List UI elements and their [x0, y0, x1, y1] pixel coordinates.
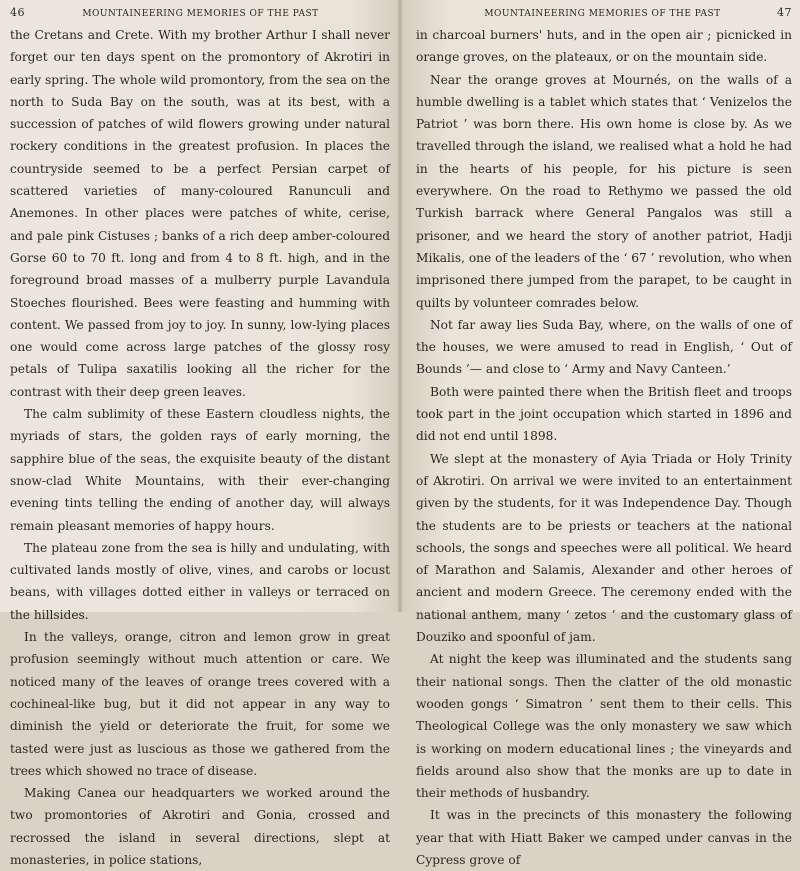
- paragraph: Near the orange groves at Mournés, on the walls of a humble dwelling is a tablet which states that ‘ Venizelos the Patriot ’ was born there. His own home is close by. As we travelled through the island, we realised what a hold he had in the hearts of his people, for his picture is seen everywhere. On the road to Rethymo we passed the old Turkish barrack where General Pangalos was still a prisoner, and we heard the story of another patriot, Hadji Mikalis, one of the leaders of the ‘ 67 ’ revolution, who when imprisoned there jumped from the parapet, to be caught in quilts by volunteer comrades below.: [416, 72, 793, 310]
- right-page-header: [414, 6, 792, 19]
- paragraph: We slept at the monastery of Ayia Triada or Holy Trinity of Akrotiri. On arrival we were invited to an entertainment given by the students, for it was Independence Day. Though the students are to be priests or teachers at the national schools, the songs and speeches were all political. We heard of Marathon and Salamis, Alexander and other heroes of ancient and modern Greece. The ceremony ended with the national anthem, many ‘ zetos ’ and the customary glass of Douziko and spoonful of jam.: [416, 451, 792, 645]
- paragraph: in charcoal burners' huts, and in the open air ; picnicked in orange groves, on the plateaux, or on the mountain side.: [416, 28, 792, 65]
- paragraph: Not far away lies Suda Bay, where, on the walls of one of the houses, we were amused to read in English, ‘ Out of Bounds ’— and close to ‘ Army and Navy Canteen.’: [416, 317, 792, 377]
- left-page-header: [10, 6, 390, 19]
- running-head-right: MOUNTAINEERING MEMORIES OF THE PAST: [484, 9, 721, 19]
- paragraph: the Cretans and Crete. With my brother Arthur I shall never forget our ten days spent on the promontory of Akrotiri in early spring. The whole wild promontory, from the sea on the north to Suda Bay on the south, was at its best, with a succession of patches of wild flowers growing under natural rockery conditions in the greatest profusion. In places the countryside seemed to be a perfect Persian carpet of scattered varieties of many-coloured Ranunculi and Anemones. In other places were patches of white, cerise, and pale pink Cistuses ; banks of a rich deep amber-coloured Gorse 60 to 70 ft. long and from 4 to 8 ft. high, and in the foreground broad masses of a mulberry purple Lavandula Stoeches flourished. Bees were feasting and humming with content. We passed from joy to joy. In sunny, low-lying places one would come across large patches of the glossy rosy petals of Tulipa saxatilis looking all the richer for the contrast with their deep green leaves.: [10, 28, 390, 399]
- book-gutter: [398, 0, 402, 612]
- left-page-body: [10, 24, 390, 871]
- left-page: [0, 0, 400, 867]
- paragraph: At night the keep was illuminated and the students sang their national songs. Then the clatter of the old monastic wooden gongs ‘ Simatron ’ sent them to their cells. This Theological College was the only monastery we saw which is working on modern educational lines ; the vineyards and fields around also show that the monks are up to date in their methods of husbandry.: [416, 652, 792, 801]
- page-number-left: 46: [10, 6, 25, 19]
- right-page-body: [416, 24, 792, 871]
- paragraph: It was in the precincts of this monastery the following year that with Hiatt Baker we camped under canvas in the Cypress grove of: [416, 808, 792, 867]
- paragraph: The calm sublimity of these Eastern cloudless nights, the myriads of stars, the golden rays of early morning, the sapphire blue of the seas, the exquisite beauty of the distant snow-clad White Mountains, with their ever-changing evening tints telling the ending of another day, will always remain pleasant memories of happy hours.: [10, 407, 390, 533]
- paragraph: Both were painted there when the British fleet and troops took part in the joint occupation which started in 1896 and did not end until 1898.: [416, 384, 792, 444]
- right-page: [400, 0, 800, 867]
- page-number-right: 47: [777, 6, 792, 19]
- paragraph: The plateau zone from the sea is hilly and undulating, with cultivated lands mostly of olive, vines, and carobs or locust beans, with villages dotted either in valleys or terraced on the hillsides.: [10, 540, 390, 622]
- paragraph: In the valleys, orange, citron and lemon grow in great profusion seemingly without much attention or care. We noticed many of the leaves of orange trees covered with a cochineal-like bug, but it did not appear in any way to diminish the yield or deteriorate the fruit, for some we tasted were just as luscious as those we gathered from the trees which showed no trace of disease.: [10, 630, 390, 778]
- running-head-left: MOUNTAINEERING MEMORIES OF THE PAST: [82, 9, 319, 19]
- paragraph: Making Canea our headquarters we worked around the two promontories of Akrotiri and Gonia, crossed and recrossed the island in several directions, slept at monasteries, in police stations,: [10, 786, 390, 867]
